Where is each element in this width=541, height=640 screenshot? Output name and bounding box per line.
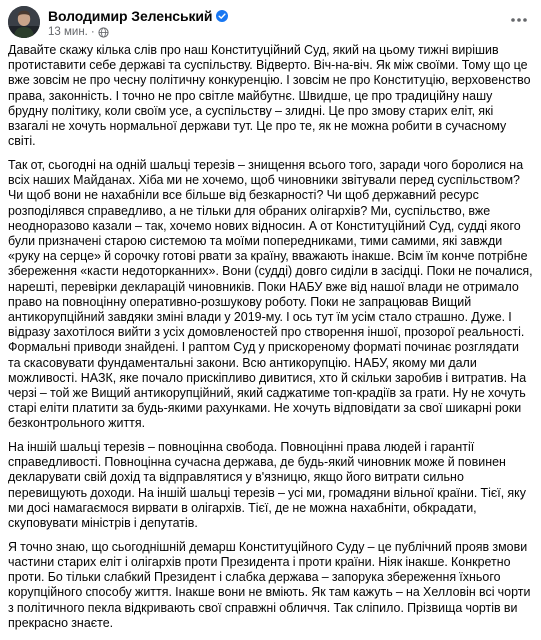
post-paragraph-4: Я точно знаю, що сьогоднішній демарш Конституційного Суду – це публічний прояв змови частини старих еліт і олігархів проти Президента і проти країни. Ніяк інакше. Конкретно проти. Бо тільки слабкий Президент і слабка держава – запорука збереження їхнього корупційного способу життя. Інакше вони не вміють. Як там кажуть – на Хелловін всі чорти з політичного пекла відкривають свої справжні обличчя. Так сліпило. Прізвища чортів ви прекрасно знаєте. (8, 539, 531, 630)
post-header (8, 6, 533, 40)
author-avatar[interactable] (8, 6, 40, 38)
post-paragraph-1: Давайте скажу кілька слів про наш Конституційний Суд, який на цьому тижні вирішив протиставити себе державі та суспільству. Відверто. Віч-на-віч. Як між своїми. Тому що це вже зовсім не про чесну політичну конкуренцію. І зовсім не про Конституцію, верховенство права, законність. І точно не про світле майбутнє. Швидше, це про традиційну нашу брудну політику, коли своїм усе, а суспільству – злидні. Це про змову старих еліт, які взагалі не хочуть нормальної держави тут. Це про те, як не можна робити в сучасному світі. (8, 43, 531, 149)
more-options-button[interactable] (505, 6, 533, 34)
post-body (8, 43, 534, 640)
author-line (48, 7, 228, 24)
verified-badge-icon (216, 10, 228, 22)
post-meta (48, 25, 109, 39)
more-dots-icon (510, 17, 528, 23)
globe-icon[interactable] (98, 27, 109, 38)
author-name[interactable]: Володимир Зеленський (48, 7, 213, 24)
meta-separator: · (90, 26, 95, 38)
post-timestamp[interactable]: 13 мин. (48, 26, 88, 38)
post-paragraph-3: На іншій шальці терезів – повноцінна свобода. Повноцінні права людей і гарантії справедливості. Повноцінна сучасна держава, де будь-який чиновник може й повинен декларувати свій дохід та відправлятися у в'язницю, якщо його витрати сильно перевищують доходи. На іншій шальці терезів – усі ми, громадяни вільної країни. Тієї, яку ми досі намагаємося вирвати в олігархів. Тієї, де не можна нахабніти, обкрадати, скуповувати міністрів і депутатів. (8, 440, 527, 531)
post-paragraph-2: Так от, сьогодні на одній шальці терезів – знищення всього того, заради чого боролися на всіх наших Майданах. Хіба ми не хочемо, щоб чиновники звітували перед суспільством? Чи щоб вони не нахабніли все більше від безкарності? Чи щоб державний ресурс розподілявся справедливо, а не тільки для обраних олігархів? Ми, суспільство, вже неодноразово казали – так, хочемо нових відносин. А от Конституційний Суд, судді якого були призначені старою системою та моїми попередниками, тими самими, які завжди «руку на серце» й сорочку готові рвати за країну, вважають інакше. Всім їм конче потрібне збереження «касти недоторканних». Вони (судді) довго сиділи в засідці. Поки не почалися, нарешті, перевірки декларацій чиновників. Поки НАБУ вже від нашої влади не отримало право на повноцінну оперативно-розшукову роботу. Поки не запрацював Вищий антикорупційний завдяки зміні влади у 2019-му. І ось тут їм усім стало страшно. Дуже. І відразу захотілося вийти з усіх домовленостей про створення іншої, прозорої реальності. Формальні приводи знайдені. І раптом Суд у прискореному форматі починає розглядати та скасовувати фундаментальні закони. Всю антикорупцію. НАБУ, якому ми дали можливості. НАЗК, яке почало прискіпливо дивитися, хто й скільки заробив і витратив. На черзі – той же Вищий антикорупційний, який саджатиме топ-крадіїв за грати. Ну не хочуть старі еліти платити за будь-якими рахунками. Не хочуть відповідати за свої шикарні роки безконтрольного життя. (8, 157, 533, 431)
